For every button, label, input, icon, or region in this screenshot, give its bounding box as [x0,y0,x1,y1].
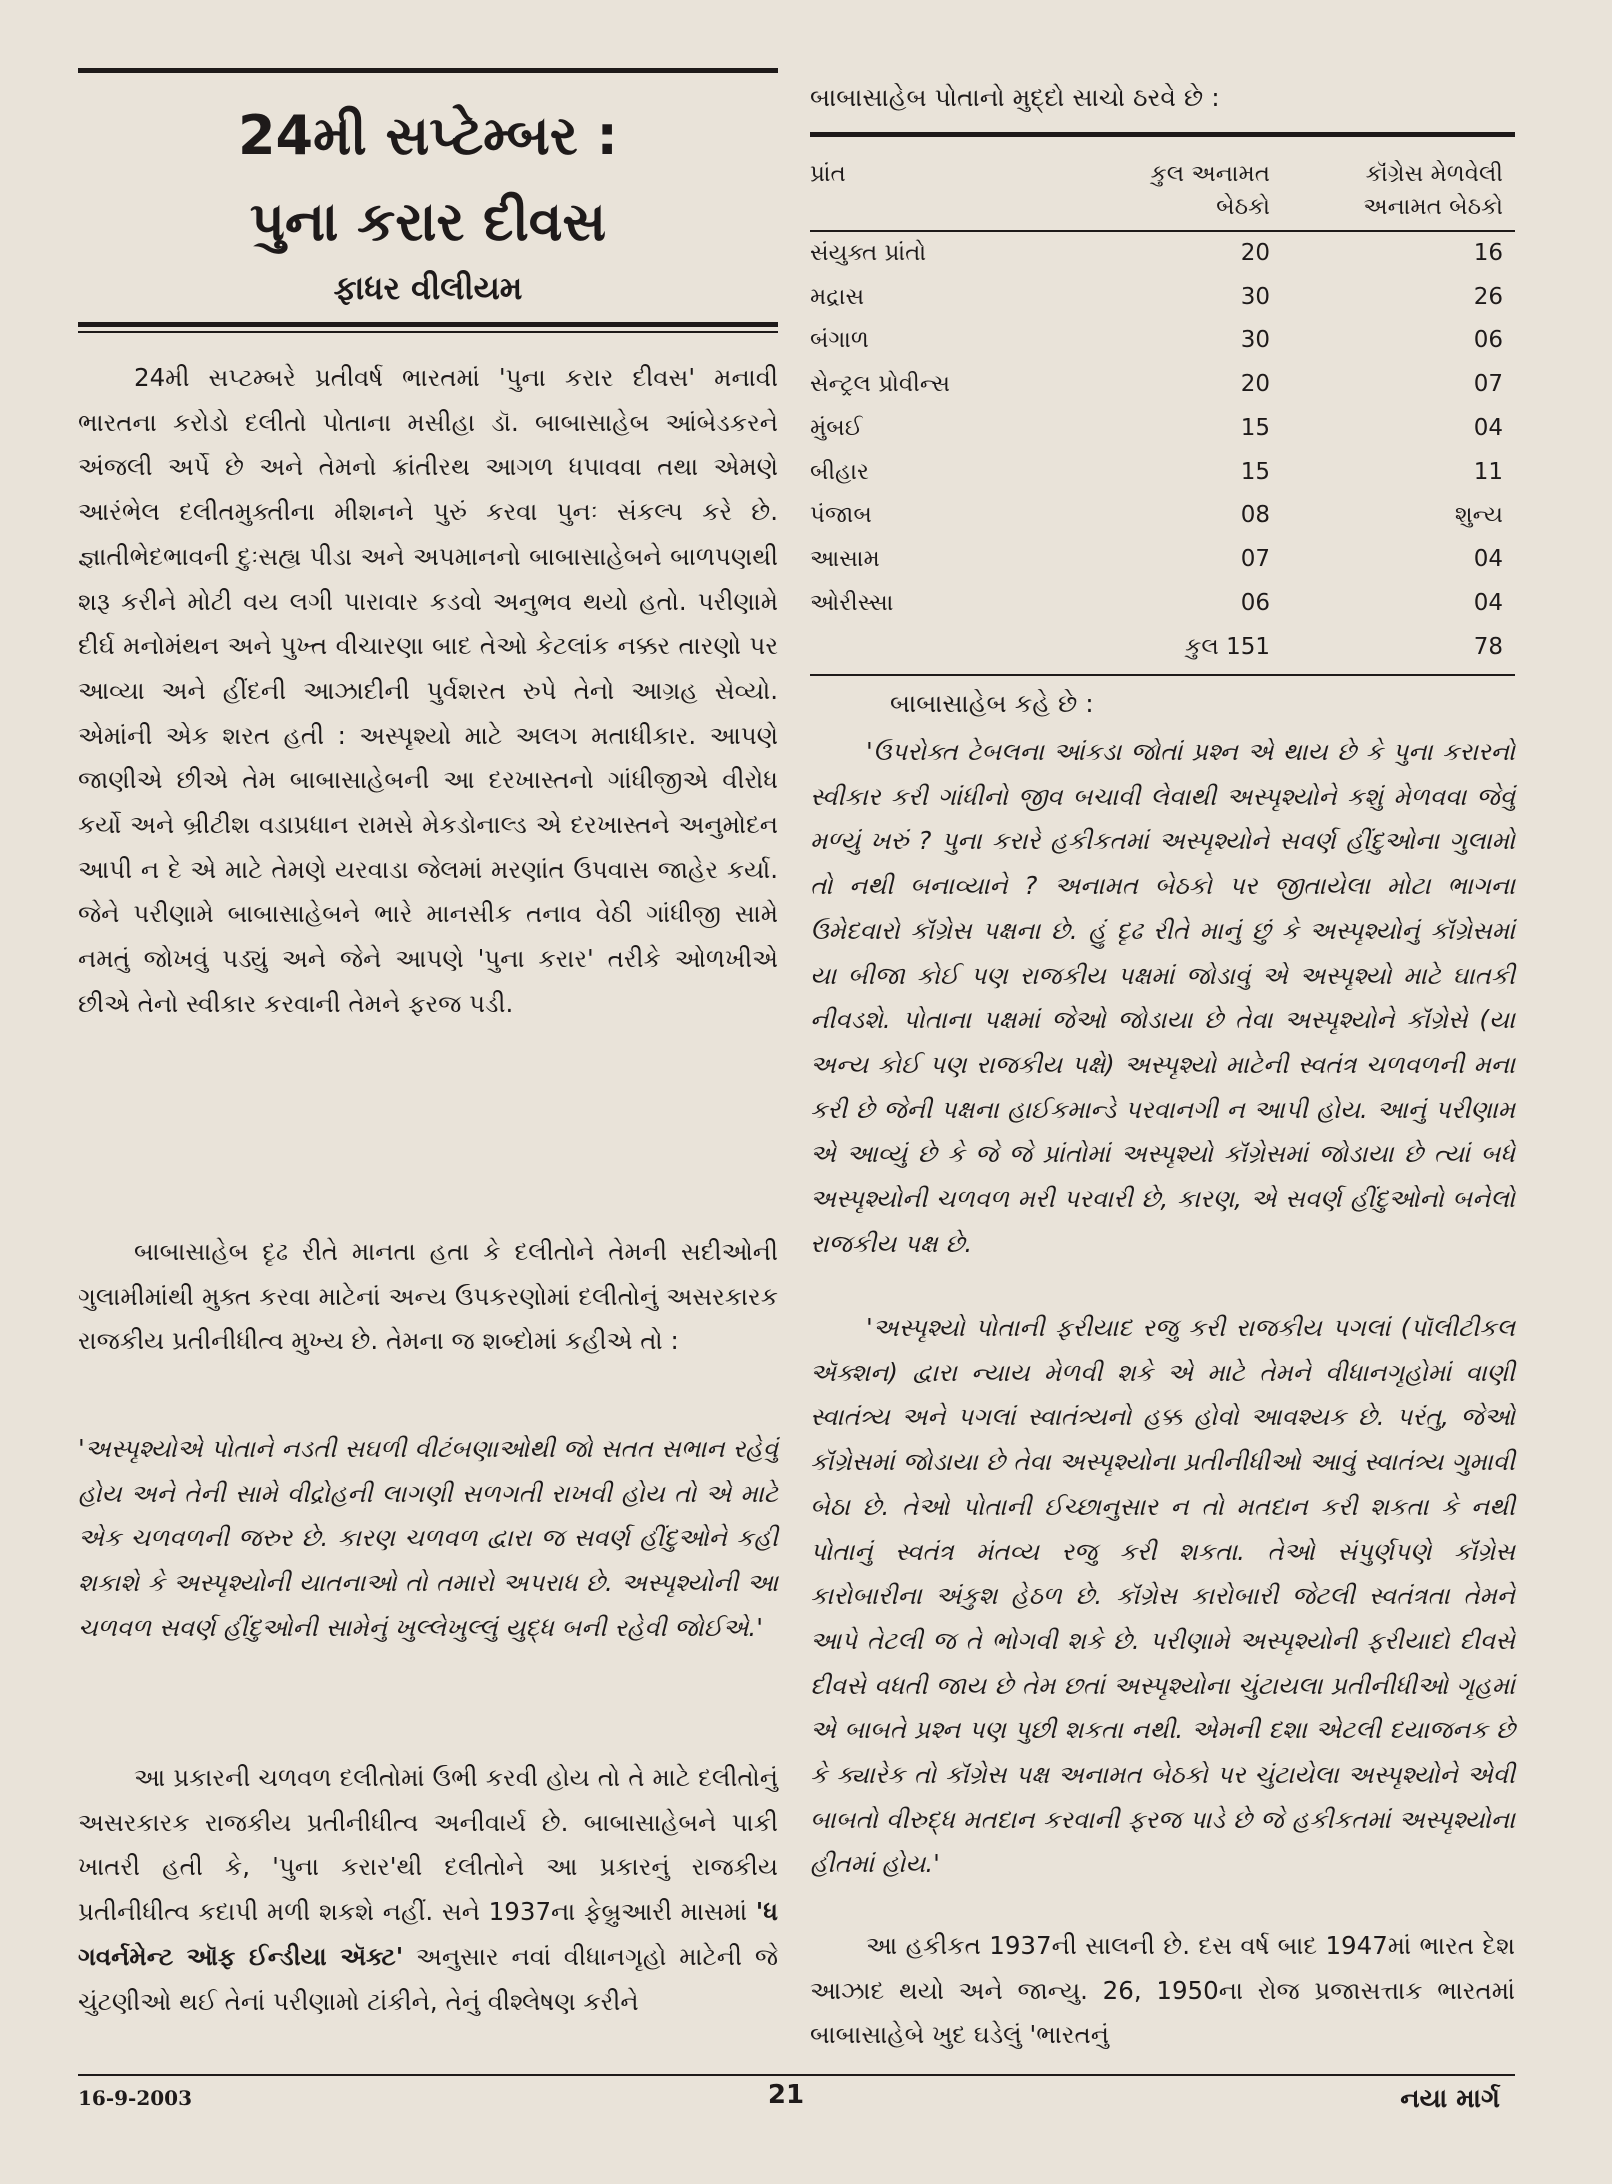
table-row [810,232,1515,276]
table-total-row [810,625,1515,671]
cell-total: 06 [1240,589,1270,616]
footer-date: 16-9-2003 [78,2086,193,2110]
cell-total-congress: 78 [1473,634,1503,661]
title-bottom-rule [78,322,778,327]
header-total-seats: કુલ અનામત બેઠકો [1150,161,1270,220]
header-congress-seats: કૉંગ્રેસ મેળવેલી અનામત બેઠકો [1363,161,1503,220]
reserved-seats-table [810,140,1515,671]
paragraph-representation: બાબાસાહેબ દૃઢ રીતે માનતા હતા કે દલીતોને તેમની સદીઓની ગુલામીમાંથી મુક્ત કરવા માટેનાં અન્ય ઉપકરણોમાં દલીતોનું અસરકારક રાજકીય પ્રતીનીધીત્વ મુખ્ય છે. તેમના જ શબ્દોમાં કહીએ તો : [78,1237,778,1356]
cell-total: 07 [1240,545,1270,572]
cell-province: મુંબઈ [810,414,863,441]
cell-total: 20 [1240,240,1270,266]
quote-table-analysis: 'ઉપરોક્ત ટેબલના આંકડા જોતાં પ્રશ્ન એ થાય છે કે પુના કરારનો સ્વીકાર કરી ગાંધીનો જીવ બચાવી લેવાથી અસ્પૃશ્યોને કશું મેળવવા જેવું મળ્યું ખરું ? પુના કરારે હકીકતમાં અસ્પૃશ્યોને સવર્ણ હીંદુઓના ગુલામો તો નથી બનાવ્યાને ? અનામત બેઠકો પર જીતાયેલા મોટા ભાગના ઉમેદવારો કૉંગ્રેસ પક્ષના છે. હું દૃઢ રીતે માનું છું કે અસ્પૃશ્યોનું કૉંગ્રેસમાં યા બીજા કોઈ પણ રાજકીય પક્ષમાં જોડાવું એ અસ્પૃશ્યો માટે ઘાતકી નીવડશે. પોતાના પક્ષમાં જેઓ જોડાયા છે તેવા અસ્પૃશ્યોને કૉંગ્રેસે (યા અન્ય કોઈ પણ રાજકીય પક્ષે) અસ્પૃશ્યો માટેની સ્વતંત્ર ચળવળની મના કરી છે જેની પક્ષના હાઈકમાન્ડે પરવાનગી ન આપી હોય. આનું પરીણામ એ આવ્યું છે કે જે જે પ્રાંતોમાં અસ્પૃશ્યો કૉંગ્રેસમાં જોડાયા છે ત્યાં બધે અસ્પૃશ્યોની ચળવળ મરી પરવારી છે, કારણ, એ સવર્ણ હીંદુઓનો બનેલો રાજકીય પક્ષ છે. [810,737,1515,1258]
title-top-rule [78,68,778,73]
table-row [810,451,1515,495]
cell-congress: 07 [1473,371,1503,398]
cell-province: મદ્રાસ [810,283,865,310]
article-author: ફાધર વીલીયમ [333,269,523,307]
table-top-rule [810,132,1515,137]
page-number: 21 [767,2080,805,2110]
cell-province: બીહાર [810,458,869,485]
cell-province: ઓરીસ્સા [810,589,894,616]
article-title-line1: 24મી સપ્ટેમ્બર : [237,104,619,167]
table-bottom-rule [810,674,1515,676]
cell-province: સેન્ટ્રલ પ્રોવીન્સ [810,371,950,398]
cell-total: 15 [1240,458,1270,485]
table-row [810,494,1515,538]
quote-movement: 'અસ્પૃશ્યોએ પોતાને નડતી સઘળી વીટંબણાઓથી જો સતત સભાન રહેવું હોય અને તેની સામે વીદ્રોહની લાગણી સળગતી રાખવી હોય તો એ માટે એક ચળવળની જરુર છે. કારણ ચળવળ દ્વારા જ સવર્ણ હીંદુઓને કહી શકાશે કે અસ્પૃશ્યોની યાતનાઓ તો તમારો અપરાધ છે. અસ્પૃશ્યોની આ ચળવળ સવર્ણ હીંદુઓની સામેનું ખુલ્લેખુલ્લું યુદ્ધ બની રહેવી જોઈએ.' [78,1434,778,1642]
title-bottom-thin-rule [78,331,778,333]
cell-total: 20 [1240,371,1270,398]
table-row [810,363,1515,407]
cell-congress: 04 [1473,414,1503,441]
cell-total: 15 [1240,414,1270,441]
footer-rule [78,2074,1515,2076]
paragraph-1937-elections: આ પ્રકારની ચળવળ દલીતોમાં ઉભી કરવી હોય તો તે માટે દલીતોનું અસરકારક રાજકીય પ્રતીનીધીત્વ અનીવાર્ય છે. બાબાસાહેબને પાકી ખાતરી હતી કે, 'પુના કરાર'થી દલીતોને આ પ્રકારનું રાજકીય પ્રતીનીધીત્વ કદાપી મળી શકશે નહીં. સને 1937ના ફેબ્રુઆરી માસમાં 'ધ ગવર્નમેન્ટ ઑફ ઈન્ડીયા ઍક્ટ' અનુસાર નવાં વીધાનગૃહો માટેની જે ચુંટણીઓ થઈ તેનાં પરીણામો ટાંકીને, તેનું વીશ્લેષણ કરીને [78,1763,778,2016]
cell-congress: 04 [1473,589,1503,616]
cell-congress: 11 [1473,458,1503,485]
header-province: પ્રાંત [810,161,846,187]
paragraph-intro: 24મી સપ્ટમ્બરે પ્રતીવર્ષ ભારતમાં 'પુના કરાર દીવસ' મનાવી ભારતના કરોડો દલીતો પોતાના મસીહા ડૉ. બાબાસાહેબ આંબેડકરને અંજલી અર્પે છે અને તેમનો ક્રાંતીરથ આગળ ધપાવવા તથા એમણે આરંભેલ દલીતમુક્તીના મીશનને પુરું કરવા પુનઃ સંકલ્પ કરે છે. જ્ઞાતીભેદભાવની દુઃસહ્ય પીડા અને અપમાનનો બાબાસાહેબને બાળપણથી શરૂ કરીને મોટી વય લગી પારાવાર કડવો અનુભવ થયો હતો. પરીણામે દીર્ઘ મનોમંથન અને પુખ્ત વીચારણા બાદ તેઓ કેટલાંક નક્કર તારણો પર આવ્યા અને હીંદની આઝાદીની પુર્વશરત રુપે તેનો આગ્રહ સેવ્યો. એમાંની એક શરત હતી : અસ્પૃશ્યો માટે અલગ મતાધીકાર. આપણે જાણીએ છીએ તેમ બાબાસાહેબની આ દરખાસ્તનો ગાંધીજીએ વીરોધ કર્યો અને બ્રીટીશ વડાપ્રધાન રામસે મેકડોનાલ્ડ એ દરખાસ્તને અનુમોદન આપી ન દે એ માટે તેમણે યરવાડા જેલમાં મરણાંત ઉપવાસ જાહેર કર્યા. જેને પરીણામે બાબાસાહેબને ભારે માનસીક તનાવ વેઠી ગાંધીજી સામે નમતું જોખવું પડ્યું અને જેને આપણે 'પુના કરાર' તરીકે ઓળખીએ છીએ તેનો સ્વીકાર કરવાની તેમને ફરજ પડી. [78,363,778,1018]
cell-province: આસામ [810,545,880,572]
cell-total: 30 [1240,283,1270,310]
cell-congress: 04 [1473,545,1503,572]
cell-congress: 16 [1473,240,1503,266]
table-row [810,538,1515,582]
magazine-name: નયા માર્ગ [1400,2084,1500,2114]
babasaheb-says-label: બાબાસાહેબ કહે છે : [890,689,1094,718]
cell-total: 08 [1240,502,1270,529]
cell-congress: 26 [1473,283,1503,310]
table-row [810,582,1515,626]
table-intro-text: બાબાસાહેબ પોતાનો મુદ્દો સાચો ઠરવે છે : [810,83,1220,112]
cell-province: બંગાળ [810,327,869,354]
cell-congress: શુન્ય [1454,502,1503,529]
quote-legislature-freedom: 'અસ્પૃશ્યો પોતાની ફરીયાદ રજુ કરી રાજકીય પગલાં (પૉલીટીકલ ઍક્શન) દ્વારા ન્યાય મેળવી શકે એ માટે તેમને વીધાનગૃહોમાં વાણી સ્વાતંત્ર્ય અને પગલાં સ્વાતંત્ર્યનો હક્ક હોવો આવશ્યક છે. પરંતુ, જેઓ કૉંગ્રેસમાં જોડાયા છે તેવા અસ્પૃશ્યોના પ્રતીનીધીઓ આવું સ્વાતંત્ર્ય ગુમાવી બેઠા છે. તેઓ પોતાની ઈચ્છાનુસાર ન તો મતદાન કરી શકતા કે નથી પોતાનું સ્વતંત્ર મંતવ્ય રજુ કરી શકતા. તેઓ સંપુર્ણપણે કૉંગ્રેસ કારોબારીના અંકુશ હેઠળ છે. કૉંગ્રેસ કારોબારી જેટલી સ્વતંત્રતા તેમને આપે તેટલી જ તે ભોગવી શકે છે. પરીણામે અસ્પૃશ્યોની ફરીયાદો દીવસે દીવસે વધતી જાય છે તેમ છતાં અસ્પૃશ્યોના ચુંટાયલા પ્રતીનીધીઓ ગૃહમાં એ બાબતે પ્રશ્ન પણ પુછી શકતા નથી. એમની દશા એટલી દયાજનક છે કે ક્યારેક તો કૉંગ્રેસ પક્ષ અનામત બેઠકો પર ચુંટાયેલા અસ્પૃશ્યોને એવી બાબતો વીરુદ્ધ મતદાન કરવાની ફરજ પાડે છે જે હકીકતમાં અસ્પૃશ્યોના હીતમાં હોય.' [810,1313,1515,1879]
cell-total-label: કુલ 151 [1185,634,1270,661]
paragraph-1937-fact: આ હકીકત 1937ની સાલની છે. દસ વર્ષ બાદ 1947માં ભારત દેશ આઝાદ થયો અને જાન્યુ. 26, 1950ના રોજ પ્રજાસત્તાક ભારતમાં બાબાસાહેબે ખુદ ઘડેલું 'ભારતનું [810,1931,1515,2050]
article-title-line2: પુના કરાર દીવસ [249,190,607,253]
cell-province: પંજાબ [810,502,872,529]
table-row [810,276,1515,320]
cell-province: સંયુક્ત પ્રાંતો [810,240,927,266]
cell-total: 30 [1240,327,1270,354]
cell-congress: 06 [1473,327,1503,354]
table-row [810,319,1515,363]
table-row [810,407,1515,451]
table-header-row [810,140,1515,230]
